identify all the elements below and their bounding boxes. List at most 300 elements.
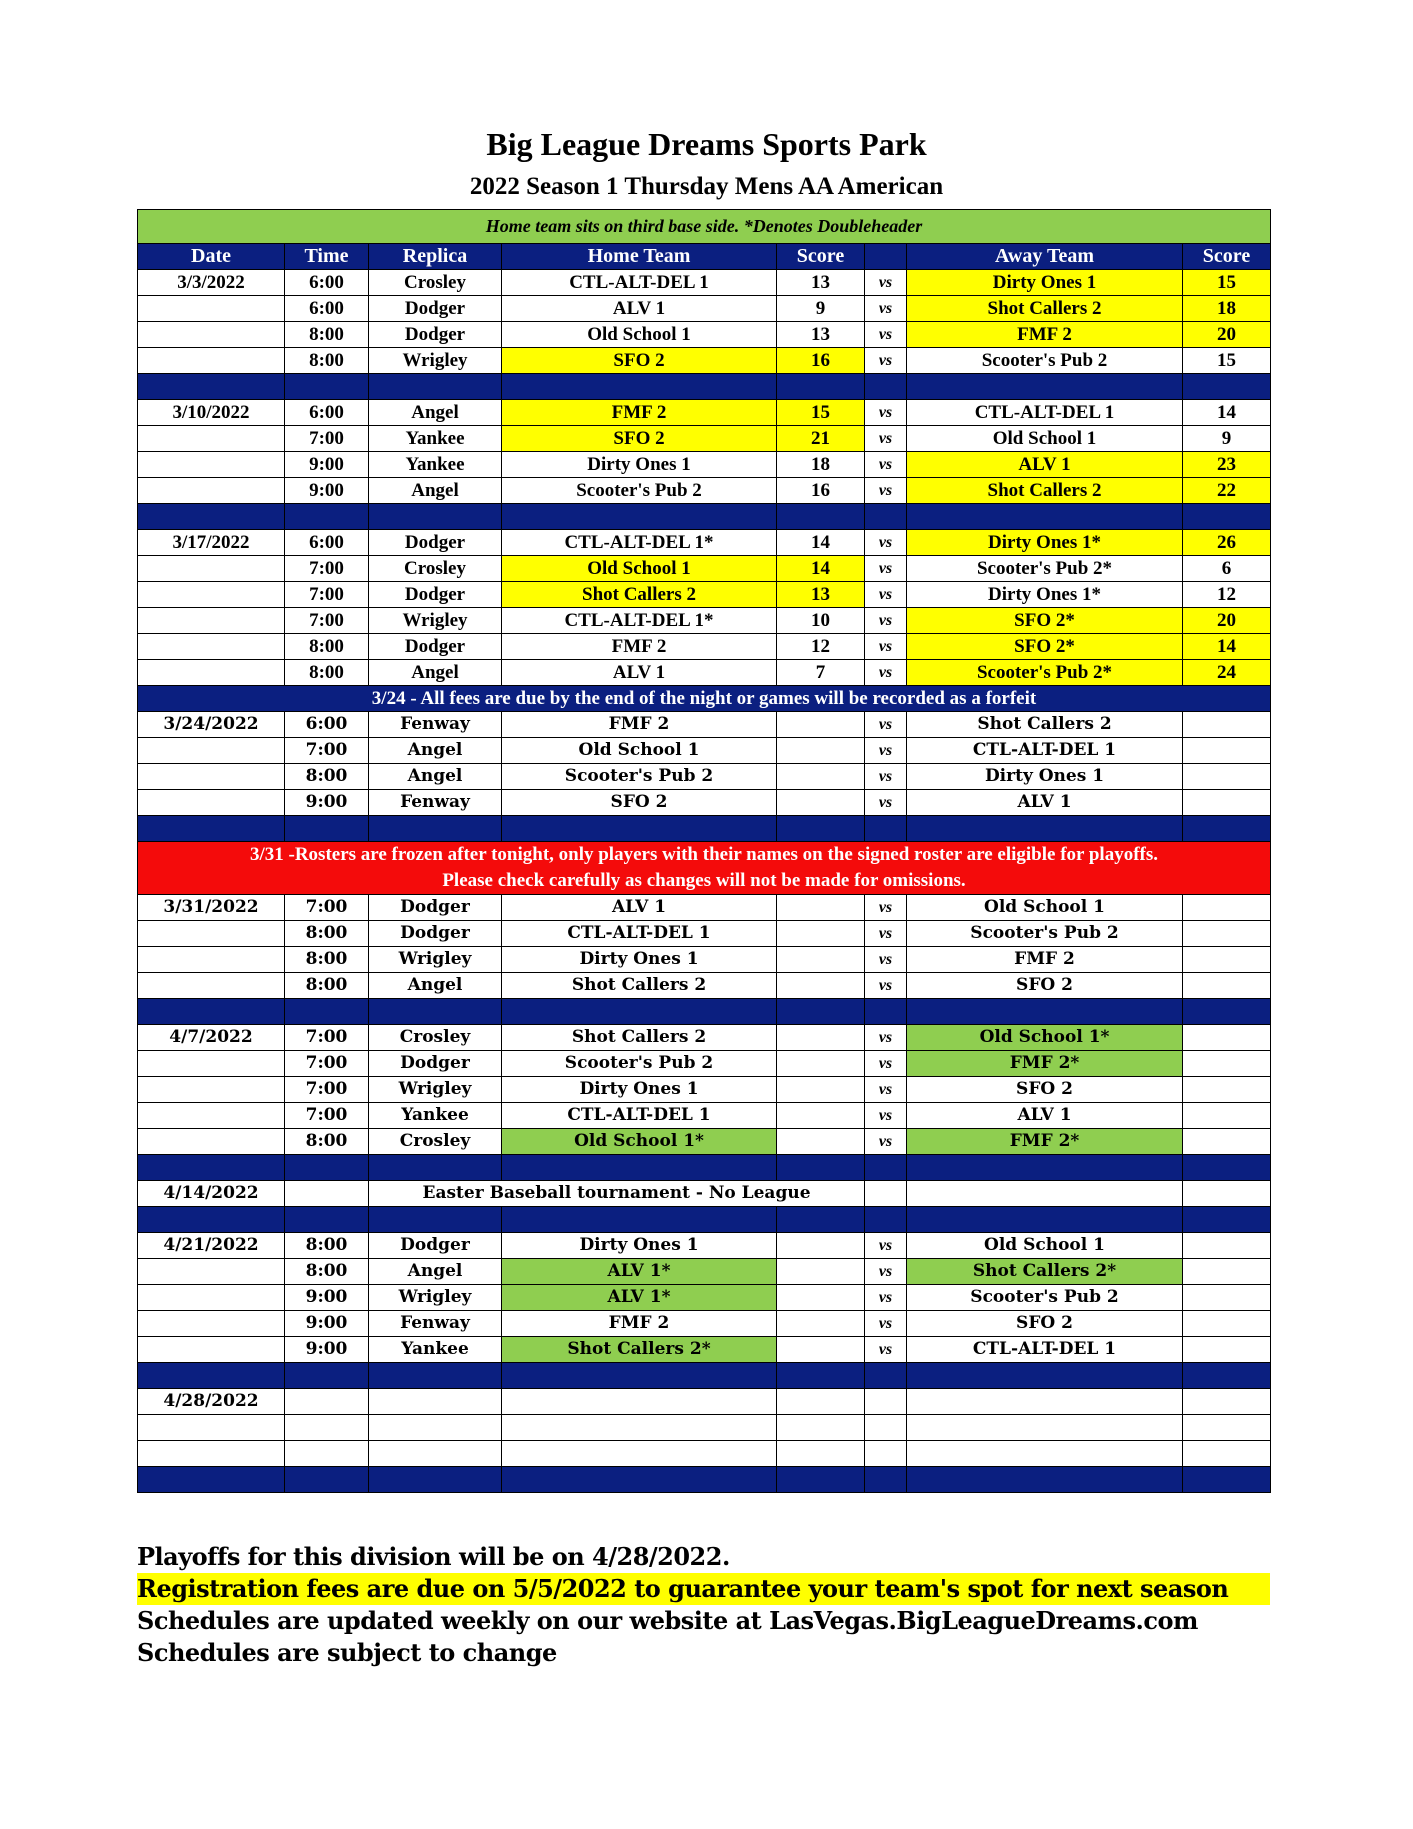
away-score: [1183, 764, 1271, 790]
empty-cell: [777, 1389, 865, 1415]
subject-to-change-note: Schedules are subject to change: [137, 1638, 557, 1667]
away-score: 22: [1183, 478, 1271, 504]
playoff-date: 4/28/2022: [138, 1389, 285, 1415]
game-time: 6:00: [285, 712, 369, 738]
home-team: Old School 1*: [502, 1129, 777, 1155]
roster-alert-row: [138, 842, 1271, 895]
game-field: Dodger: [369, 634, 502, 660]
home-team: ALV 1: [502, 660, 777, 686]
game-time: 7:00: [285, 582, 369, 608]
empty-cell: [285, 1441, 369, 1467]
col-away-score-header: Score: [1183, 244, 1271, 270]
game-time: 9:00: [285, 1311, 369, 1337]
game-field: Angel: [369, 478, 502, 504]
home-score: 14: [777, 556, 865, 582]
separator-row: [138, 816, 1271, 842]
game-date: 3/10/2022: [138, 400, 285, 426]
game-time: 8:00: [285, 1129, 369, 1155]
game-field: Wrigley: [369, 608, 502, 634]
home-score: 15: [777, 400, 865, 426]
game-row: [138, 1233, 1271, 1259]
home-score: [777, 1025, 865, 1051]
vs-label: vs: [865, 1025, 907, 1051]
game-time: 7:00: [285, 1103, 369, 1129]
game-time: 8:00: [285, 973, 369, 999]
game-row: [138, 1337, 1271, 1363]
vs-label: vs: [865, 1129, 907, 1155]
game-row: [138, 1259, 1271, 1285]
col-vs-header: [865, 244, 907, 270]
separator-cell: [907, 504, 1183, 530]
game-time: 7:00: [285, 1077, 369, 1103]
separator-cell: [777, 1363, 865, 1389]
home-score: [777, 1129, 865, 1155]
separator-cell: [502, 1467, 777, 1493]
game-row: [138, 895, 1271, 921]
col-date-header: Date: [138, 244, 285, 270]
game-field: Dodger: [369, 582, 502, 608]
vs-label: vs: [865, 1259, 907, 1285]
vs-label: vs: [865, 1233, 907, 1259]
separator-cell: [502, 1363, 777, 1389]
separator-cell: [285, 1155, 369, 1181]
separator-cell: [865, 1467, 907, 1493]
game-field: Dodger: [369, 895, 502, 921]
website-note: Schedules are updated weekly on our website at LasVegas.BigLeagueDreams.com: [137, 1606, 1198, 1635]
away-team: Dirty Ones 1: [907, 270, 1183, 296]
game-row: [138, 921, 1271, 947]
separator-cell: [285, 816, 369, 842]
game-field: Angel: [369, 660, 502, 686]
empty-cell: [285, 1415, 369, 1441]
away-team: Scooter's Pub 2: [907, 1285, 1183, 1311]
away-score: [1183, 973, 1271, 999]
away-score: 9: [1183, 426, 1271, 452]
empty-cell: [369, 1441, 502, 1467]
game-field: Crosley: [369, 556, 502, 582]
separator-cell: [138, 1207, 285, 1233]
home-team: Old School 1: [502, 322, 777, 348]
home-team: Shot Callers 2: [502, 1025, 777, 1051]
away-team: ALV 1: [907, 452, 1183, 478]
separator-cell: [907, 999, 1183, 1025]
separator-row: [138, 1363, 1271, 1389]
playoff-date: [138, 1441, 285, 1467]
home-team: SFO 2: [502, 348, 777, 374]
away-team: CTL-ALT-DEL 1: [907, 400, 1183, 426]
home-score: 7: [777, 660, 865, 686]
game-time: 8:00: [285, 764, 369, 790]
vs-label: vs: [865, 296, 907, 322]
away-team: Dirty Ones 1*: [907, 582, 1183, 608]
empty-cell: [865, 1389, 907, 1415]
vs-label: vs: [865, 1337, 907, 1363]
game-date: [138, 738, 285, 764]
home-score: [777, 1077, 865, 1103]
away-score: [1183, 712, 1271, 738]
home-team: ALV 1*: [502, 1259, 777, 1285]
separator-cell: [865, 816, 907, 842]
game-date: 4/21/2022: [138, 1233, 285, 1259]
page-title: Big League Dreams Sports Park: [486, 126, 927, 162]
vs-label: vs: [865, 608, 907, 634]
game-date: [138, 1311, 285, 1337]
game-field: Wrigley: [369, 1285, 502, 1311]
game-time: 9:00: [285, 478, 369, 504]
away-score: [1183, 921, 1271, 947]
empty-cell: [1183, 1441, 1271, 1467]
home-team: Shot Callers 2*: [502, 1337, 777, 1363]
away-score: [1183, 1337, 1271, 1363]
game-row: [138, 1311, 1271, 1337]
away-score: 23: [1183, 452, 1271, 478]
separator-cell: [1183, 1155, 1271, 1181]
game-date: [138, 296, 285, 322]
game-date: [138, 348, 285, 374]
away-score: [1183, 790, 1271, 816]
empty-cell: [865, 1415, 907, 1441]
away-score: 20: [1183, 322, 1271, 348]
info-banner: [138, 210, 1271, 244]
away-score: 24: [1183, 660, 1271, 686]
separator-cell: [865, 1155, 907, 1181]
game-date: [138, 322, 285, 348]
game-row: [138, 582, 1271, 608]
game-date: [138, 1285, 285, 1311]
separator-cell: [285, 1363, 369, 1389]
game-row: [138, 400, 1271, 426]
home-team: Shot Callers 2: [502, 582, 777, 608]
col-away-team-header: Away Team: [907, 244, 1183, 270]
separator-cell: [138, 999, 285, 1025]
away-team: SFO 2*: [907, 608, 1183, 634]
game-time: 9:00: [285, 790, 369, 816]
away-score: [1183, 947, 1271, 973]
game-row: [138, 634, 1271, 660]
game-field: Yankee: [369, 426, 502, 452]
game-date: [138, 764, 285, 790]
game-row: [138, 738, 1271, 764]
empty-cell: [907, 1415, 1183, 1441]
separator-cell: [865, 1363, 907, 1389]
game-date: [138, 478, 285, 504]
away-team: Shot Callers 2: [907, 712, 1183, 738]
separator-cell: [865, 1207, 907, 1233]
home-score: 14: [777, 530, 865, 556]
game-date: [138, 634, 285, 660]
away-team: SFO 2*: [907, 634, 1183, 660]
separator-cell: [369, 1207, 502, 1233]
separator-cell: [369, 816, 502, 842]
playoffs-note: Playoffs for this division will be on 4/28/2022.: [137, 1542, 730, 1571]
home-team: Scooter's Pub 2: [502, 764, 777, 790]
game-row: [138, 764, 1271, 790]
game-field: Dodger: [369, 322, 502, 348]
empty-cell: [502, 1389, 777, 1415]
game-row: [138, 348, 1271, 374]
home-team: ALV 1*: [502, 1285, 777, 1311]
away-score: 20: [1183, 608, 1271, 634]
game-field: Angel: [369, 764, 502, 790]
home-team: Old School 1: [502, 738, 777, 764]
home-team: CTL-ALT-DEL 1: [502, 1103, 777, 1129]
away-team: SFO 2: [907, 973, 1183, 999]
away-score: [1183, 1025, 1271, 1051]
separator-cell: [1183, 1467, 1271, 1493]
home-score: [777, 1337, 865, 1363]
game-field: Yankee: [369, 1337, 502, 1363]
header-row: [138, 244, 1271, 270]
separator-row: [138, 999, 1271, 1025]
game-field: Crosley: [369, 1025, 502, 1051]
separator-cell: [777, 374, 865, 400]
vs-label: vs: [865, 426, 907, 452]
separator-cell: [138, 1467, 285, 1493]
separator-cell: [369, 504, 502, 530]
away-team: Old School 1*: [907, 1025, 1183, 1051]
col-home-score-header: Score: [777, 244, 865, 270]
away-score: [1183, 1129, 1271, 1155]
away-team: SFO 2: [907, 1077, 1183, 1103]
game-time: 8:00: [285, 322, 369, 348]
game-field: Dodger: [369, 1051, 502, 1077]
home-score: 12: [777, 634, 865, 660]
roster-alert-line2: Please check carefully as changes will not be made for omissions.: [442, 870, 966, 891]
separator-row: [138, 504, 1271, 530]
game-row: [138, 1077, 1271, 1103]
separator-cell: [369, 374, 502, 400]
separator-cell: [1183, 999, 1271, 1025]
game-row: [138, 712, 1271, 738]
away-score: 15: [1183, 270, 1271, 296]
away-score: 12: [1183, 582, 1271, 608]
separator-cell: [777, 1207, 865, 1233]
away-score: [1183, 1233, 1271, 1259]
home-team: Dirty Ones 1: [502, 1077, 777, 1103]
away-team: CTL-ALT-DEL 1: [907, 738, 1183, 764]
home-score: 9: [777, 296, 865, 322]
separator-cell: [1183, 504, 1271, 530]
empty-cell: [865, 1181, 907, 1207]
game-date: [138, 582, 285, 608]
away-team: FMF 2: [907, 322, 1183, 348]
separator-cell: [369, 1363, 502, 1389]
away-score: [1183, 738, 1271, 764]
home-score: 18: [777, 452, 865, 478]
separator-cell: [1183, 1207, 1271, 1233]
home-score: [777, 1103, 865, 1129]
separator-cell: [1183, 816, 1271, 842]
game-field: Angel: [369, 738, 502, 764]
vs-label: vs: [865, 921, 907, 947]
playoff-date: [138, 1415, 285, 1441]
playoff-row: [138, 1415, 1271, 1441]
away-team: Shot Callers 2*: [907, 1259, 1183, 1285]
empty-cell: [502, 1441, 777, 1467]
game-row: [138, 660, 1271, 686]
separator-cell: [285, 504, 369, 530]
game-date: [138, 947, 285, 973]
separator-cell: [369, 1155, 502, 1181]
game-row: [138, 1285, 1271, 1311]
vs-label: vs: [865, 1051, 907, 1077]
game-date: [138, 1051, 285, 1077]
game-field: Wrigley: [369, 947, 502, 973]
home-score: [777, 921, 865, 947]
home-team: Old School 1: [502, 556, 777, 582]
separator-cell: [369, 1467, 502, 1493]
separator-cell: [1183, 1363, 1271, 1389]
away-score: 14: [1183, 634, 1271, 660]
separator-cell: [285, 1467, 369, 1493]
empty-cell: [777, 1415, 865, 1441]
away-team: Scooter's Pub 2*: [907, 556, 1183, 582]
game-row: [138, 452, 1271, 478]
home-team: Scooter's Pub 2: [502, 1051, 777, 1077]
empty-cell: [369, 1415, 502, 1441]
vs-label: vs: [865, 895, 907, 921]
home-score: 10: [777, 608, 865, 634]
game-date: [138, 921, 285, 947]
vs-label: vs: [865, 270, 907, 296]
separator-cell: [1183, 374, 1271, 400]
empty-cell: [907, 1389, 1183, 1415]
away-score: [1183, 1051, 1271, 1077]
empty-cell: [502, 1415, 777, 1441]
separator-cell: [138, 374, 285, 400]
col-replica-header: Replica: [369, 244, 502, 270]
away-team: Old School 1: [907, 1233, 1183, 1259]
separator-cell: [865, 504, 907, 530]
empty-cell: [1183, 1415, 1271, 1441]
col-home-team-header: Home Team: [502, 244, 777, 270]
away-score: [1183, 895, 1271, 921]
separator-cell: [907, 374, 1183, 400]
game-time: 7:00: [285, 738, 369, 764]
separator-cell: [907, 1467, 1183, 1493]
separator-cell: [907, 1363, 1183, 1389]
game-date: [138, 1129, 285, 1155]
game-field: Crosley: [369, 270, 502, 296]
separator-cell: [777, 1467, 865, 1493]
away-team: SFO 2: [907, 1311, 1183, 1337]
empty-cell: [285, 1389, 369, 1415]
vs-label: vs: [865, 530, 907, 556]
game-date: 3/24/2022: [138, 712, 285, 738]
game-date: [138, 790, 285, 816]
game-date: 3/17/2022: [138, 530, 285, 556]
home-score: [777, 895, 865, 921]
separator-cell: [285, 1207, 369, 1233]
away-score: [1183, 1311, 1271, 1337]
away-team: Old School 1: [907, 426, 1183, 452]
vs-label: vs: [865, 1311, 907, 1337]
separator-cell: [502, 504, 777, 530]
empty-cell: [907, 1181, 1183, 1207]
away-score: [1183, 1259, 1271, 1285]
vs-label: vs: [865, 400, 907, 426]
home-team: CTL-ALT-DEL 1*: [502, 608, 777, 634]
game-time: 8:00: [285, 634, 369, 660]
game-date: [138, 426, 285, 452]
game-row: [138, 1025, 1271, 1051]
game-time: 7:00: [285, 426, 369, 452]
game-row: [138, 270, 1271, 296]
game-date: [138, 452, 285, 478]
separator-cell: [502, 1155, 777, 1181]
home-team: Dirty Ones 1: [502, 1233, 777, 1259]
home-team: CTL-ALT-DEL 1: [502, 270, 777, 296]
game-date: [138, 1259, 285, 1285]
roster-alert: [138, 842, 1271, 895]
vs-label: vs: [865, 452, 907, 478]
home-team: Shot Callers 2: [502, 973, 777, 999]
separator-cell: [777, 504, 865, 530]
empty-cell: [777, 1441, 865, 1467]
game-time: 6:00: [285, 530, 369, 556]
game-time: 8:00: [285, 921, 369, 947]
home-score: [777, 712, 865, 738]
home-team: CTL-ALT-DEL 1*: [502, 530, 777, 556]
separator-cell: [865, 374, 907, 400]
home-team: ALV 1: [502, 895, 777, 921]
home-score: [777, 738, 865, 764]
game-field: Crosley: [369, 1129, 502, 1155]
vs-label: vs: [865, 790, 907, 816]
separator-cell: [138, 1155, 285, 1181]
playoff-row: [138, 1441, 1271, 1467]
away-score: 18: [1183, 296, 1271, 322]
separator-cell: [502, 999, 777, 1025]
away-score: 14: [1183, 400, 1271, 426]
separator-cell: [285, 999, 369, 1025]
home-score: [777, 1233, 865, 1259]
separator-cell: [907, 1207, 1183, 1233]
vs-label: vs: [865, 634, 907, 660]
home-team: Dirty Ones 1: [502, 947, 777, 973]
game-date: [138, 1077, 285, 1103]
home-team: SFO 2: [502, 790, 777, 816]
vs-label: vs: [865, 322, 907, 348]
game-row: [138, 790, 1271, 816]
away-score: [1183, 1103, 1271, 1129]
game-time: 7:00: [285, 895, 369, 921]
separator-cell: [777, 999, 865, 1025]
game-field: Yankee: [369, 1103, 502, 1129]
game-row: [138, 478, 1271, 504]
home-score: 16: [777, 348, 865, 374]
away-team: Dirty Ones 1: [907, 764, 1183, 790]
empty-cell: [285, 1181, 369, 1207]
game-time: 6:00: [285, 296, 369, 322]
away-team: CTL-ALT-DEL 1: [907, 1337, 1183, 1363]
game-time: 9:00: [285, 452, 369, 478]
separator-row: [138, 1207, 1271, 1233]
separator-cell: [502, 374, 777, 400]
game-date: 4/7/2022: [138, 1025, 285, 1051]
away-score: [1183, 1077, 1271, 1103]
game-row: [138, 608, 1271, 634]
game-field: Fenway: [369, 1311, 502, 1337]
game-time: 8:00: [285, 1259, 369, 1285]
game-row: [138, 947, 1271, 973]
separator-row: [138, 1467, 1271, 1493]
game-row: [138, 322, 1271, 348]
registration-note: Registration fees are due on 5/5/2022 to guarantee your team's spot for next season: [137, 1573, 1270, 1605]
game-field: Angel: [369, 400, 502, 426]
game-date: 3/31/2022: [138, 895, 285, 921]
away-score: [1183, 1285, 1271, 1311]
